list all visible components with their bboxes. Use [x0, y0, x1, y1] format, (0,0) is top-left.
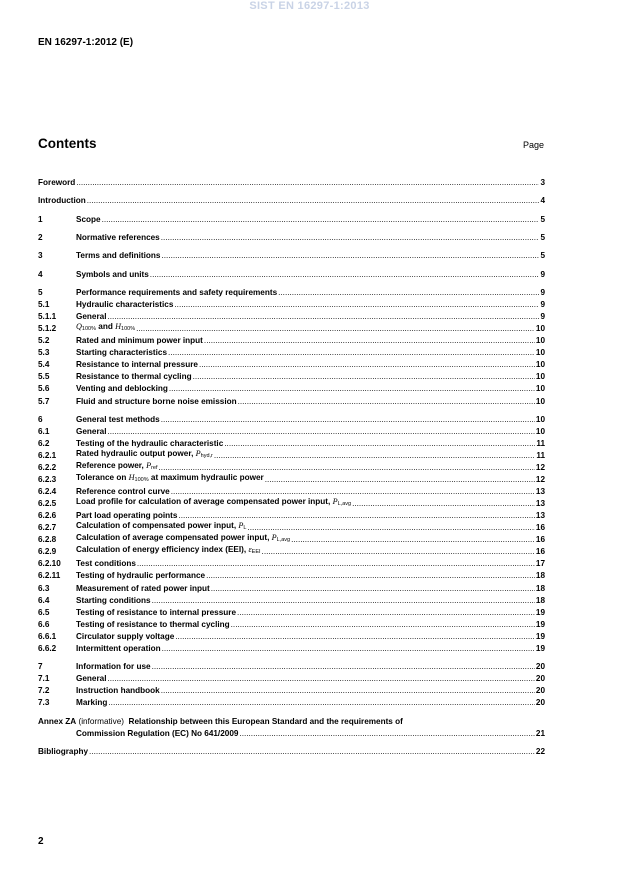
toc-entry-title	[76, 473, 264, 485]
toc-entry-title	[76, 449, 213, 461]
symbol-epsilon: ε	[248, 545, 252, 555]
toc-entry-number: 6.2	[38, 438, 50, 448]
toc-entry-number: 7.1	[38, 674, 50, 684]
toc-entry-number: 6.4	[38, 595, 50, 605]
toc-entry-number: 6.2.7	[38, 523, 57, 533]
toc-entry-number: 6.2.10	[38, 559, 61, 569]
toc-entry-page: 10	[535, 372, 545, 382]
dot-leader	[247, 523, 534, 533]
toc-entry-number: 5.7	[38, 396, 50, 406]
toc-entry-6-3[interactable]	[38, 581, 545, 593]
title-text: Calculation of compensated power input,	[76, 521, 239, 531]
dot-leader	[231, 620, 535, 630]
toc-entry-5-4[interactable]	[38, 358, 545, 370]
toc-entry-page: 10	[535, 414, 545, 424]
toc-entry-6-2-1[interactable]	[38, 449, 545, 461]
toc-entry-title: General test methods	[76, 414, 160, 424]
toc-entry-number: 6.2.3	[38, 475, 57, 485]
toc-entry-page: 16	[535, 547, 545, 557]
dot-leader	[169, 384, 535, 394]
dot-leader	[102, 215, 540, 225]
toc-entry-number: 6.2.11	[38, 571, 61, 581]
toc-entry-number: 5.4	[38, 360, 50, 370]
toc-entry-page: 18	[535, 583, 545, 593]
toc-entry-number: 1	[38, 214, 43, 224]
symbol-subscript: 100%	[134, 477, 149, 484]
dot-leader	[238, 397, 535, 407]
toc-entry-page: 19	[535, 619, 545, 629]
dot-leader	[136, 324, 535, 334]
toc-entry-page: 9	[540, 312, 545, 322]
toc-entry-title: Measurement of rated power input	[76, 583, 210, 593]
symbol-subscript: 100%	[121, 326, 136, 333]
toc-entry-annex-za[interactable]	[38, 715, 545, 739]
toc-entry-6-2-8[interactable]	[38, 533, 545, 545]
toc-entry-page: 10	[535, 426, 545, 436]
toc-entry-6-2-10[interactable]	[38, 557, 545, 569]
dot-leader	[161, 686, 535, 696]
toc-entry-number: 5.6	[38, 384, 50, 394]
toc-entry-title: Information for use	[76, 662, 151, 672]
toc-entry-page: 13	[535, 499, 545, 509]
dot-leader	[89, 747, 535, 757]
dot-leader	[224, 439, 535, 449]
toc-entry-page: 5	[540, 214, 545, 224]
toc-entry-title: Hydraulic characteristics	[76, 300, 174, 310]
dot-leader	[150, 270, 540, 280]
toc-entry-title: Resistance to internal pressure	[76, 360, 198, 370]
toc-entry-title: General	[76, 674, 107, 684]
toc-entry-title: Testing of the hydraulic characteristic	[76, 438, 224, 448]
toc-entry-number: 2	[38, 233, 43, 243]
dot-leader	[159, 463, 535, 473]
title-text: Load profile for calculation of average compensated power input,	[76, 497, 333, 507]
toc-entry-page: 11	[536, 438, 545, 448]
dot-leader	[108, 698, 534, 708]
toc-entry-title	[76, 533, 290, 545]
toc-entry-6-2-9[interactable]	[38, 545, 545, 557]
dot-leader	[193, 372, 535, 382]
toc-entry-page: 5	[540, 251, 545, 261]
toc-entry-number: 7	[38, 662, 43, 672]
annex-title-line-2	[38, 727, 545, 739]
dot-leader	[199, 360, 535, 370]
symbol-q: Q	[76, 322, 82, 332]
toc-entry-6[interactable]	[38, 413, 545, 425]
dot-leader	[239, 729, 534, 739]
toc-entry-page: 22	[535, 746, 545, 756]
toc-entry-title: Rated and minimum power input	[76, 336, 203, 346]
toc-entry-number: 6.2.9	[38, 547, 57, 557]
toc-entry-title: Scope	[76, 214, 101, 224]
toc-entry-terms-definitions[interactable]	[38, 249, 545, 261]
toc-entry-title: Bibliography	[38, 746, 89, 756]
toc-entry-page: 10	[535, 336, 545, 346]
toc-entry-title: Starting characteristics	[76, 348, 168, 358]
toc-entry-5-7[interactable]	[38, 394, 545, 406]
symbol-p: P	[195, 449, 201, 459]
toc-entry-title: Venting and deblocking	[76, 384, 168, 394]
dot-leader	[152, 662, 535, 672]
toc-entry-number: 6.2.1	[38, 451, 57, 461]
toc-entry-page: 10	[535, 360, 545, 370]
toc-entry-introduction[interactable]	[38, 194, 545, 206]
toc-entry-title: Testing of hydraulic performance	[76, 571, 206, 581]
toc-entry-5-1[interactable]	[38, 298, 545, 310]
dot-leader	[237, 608, 535, 618]
toc-entry-page: 18	[535, 571, 545, 581]
toc-entry-6-2-5[interactable]	[38, 497, 545, 509]
title-text: at maximum hydraulic power	[148, 473, 264, 483]
toc-entry-page: 9	[540, 300, 545, 310]
page-title: Contents	[38, 136, 97, 151]
toc-entry-7-1[interactable]	[38, 672, 545, 684]
title-text: and	[96, 322, 116, 332]
toc-entry-page: 13	[535, 487, 545, 497]
annex-type: (informative)	[76, 716, 129, 726]
toc-entry-number: 6.2.8	[38, 535, 57, 545]
toc-entry-title: Intermittent operation	[76, 643, 161, 653]
toc-entry-6-2-7[interactable]	[38, 521, 545, 533]
toc-entry-title: Reference control curve	[76, 487, 170, 497]
toc-entry-number: 5.3	[38, 348, 50, 358]
toc-entry-number: 5	[38, 288, 43, 298]
toc-entry-page: 11	[536, 451, 545, 461]
toc-entry-title	[76, 322, 135, 334]
toc-entry-5-2[interactable]	[38, 334, 545, 346]
toc-entry-page: 20	[535, 698, 545, 708]
toc-entry-number: 6.6.2	[38, 643, 57, 653]
toc-entry-page: 20	[535, 662, 545, 672]
toc-entry-page: 3	[540, 178, 545, 188]
annex-title-cont: Commission Regulation (EC) No 641/2009	[76, 728, 239, 738]
symbol-subscript: L,avg	[276, 537, 291, 544]
toc-entry-title: Part load operating points	[76, 511, 178, 521]
dot-leader	[161, 251, 539, 261]
dot-leader	[291, 535, 535, 545]
toc-entry-title: Introduction	[38, 196, 86, 206]
toc-entry-page: 10	[535, 324, 545, 334]
toc-entry-5-5[interactable]	[38, 370, 545, 382]
toc-entry-scope[interactable]	[38, 213, 545, 225]
symbol-subscript: EEI	[251, 549, 261, 556]
toc-entry-5-3[interactable]	[38, 346, 545, 358]
toc-entry-6-4[interactable]	[38, 594, 545, 606]
toc-entry-page: 4	[540, 196, 545, 206]
symbol-p: P	[271, 533, 277, 543]
dot-leader	[265, 475, 535, 485]
toc-entry-page: 12	[535, 475, 545, 485]
page-column-label: Page	[522, 140, 544, 150]
toc-entry-page: 19	[535, 631, 545, 641]
toc-entry-number: 6.6	[38, 619, 50, 629]
toc-entry-number: 5.2	[38, 336, 50, 346]
dot-leader	[87, 196, 540, 206]
toc-entry-6-6-2[interactable]	[38, 642, 545, 654]
toc-entry-number: 4	[38, 269, 43, 279]
dot-leader	[152, 596, 535, 606]
title-text: Tolerance on	[76, 473, 129, 483]
toc-entry-title: Starting conditions	[76, 595, 151, 605]
toc-entry-number: 6.6.1	[38, 631, 57, 641]
toc-entry-page: 20	[535, 674, 545, 684]
dot-leader	[214, 451, 535, 461]
toc-entry-page: 16	[535, 523, 545, 533]
symbol-subscript: L	[243, 525, 247, 532]
toc-entry-title: Performance requirements and safety requirements	[76, 288, 278, 298]
dot-leader	[162, 644, 535, 654]
toc-entry-foreword[interactable]	[38, 176, 545, 188]
toc-entry-5[interactable]	[38, 286, 545, 298]
toc-entry-6-5[interactable]	[38, 606, 545, 618]
dot-leader	[206, 571, 535, 581]
annex-title: Relationship between this European Standard and the requirements of	[128, 716, 403, 726]
toc-entry-title	[76, 461, 158, 473]
annex-label: Annex ZA	[38, 716, 77, 726]
toc-entry-5-1-2[interactable]	[38, 322, 545, 334]
document-id: EN 16297-1:2012 (E)	[38, 37, 134, 48]
toc-entry-number: 6.2.6	[38, 511, 57, 521]
toc-entry-number: 5.1	[38, 300, 50, 310]
toc-entry-page: 19	[535, 643, 545, 653]
toc-entry-bibliography[interactable]	[38, 745, 545, 757]
toc-entry-page: 5	[540, 233, 545, 243]
toc-entry-6-6-1[interactable]	[38, 630, 545, 642]
dot-leader	[168, 348, 535, 358]
dot-leader	[204, 336, 535, 346]
toc-entry-number: 5.1.1	[38, 312, 57, 322]
toc-entry-6-2-3[interactable]	[38, 473, 545, 485]
dot-leader	[161, 415, 535, 425]
title-text: Calculation of energy efficiency index (EEI),	[76, 545, 249, 555]
toc-entry-title	[76, 497, 351, 509]
toc-entry-number: 3	[38, 251, 43, 261]
toc-entry-6-2[interactable]	[38, 437, 545, 449]
toc-entry-5-6[interactable]	[38, 382, 545, 394]
symbol-subscript: ref	[151, 465, 158, 472]
toc-entry-title	[76, 545, 261, 557]
toc-entry-page: 10	[535, 348, 545, 358]
toc-entry-title: Foreword	[38, 178, 76, 188]
dot-leader	[175, 632, 535, 642]
toc-entry-6-2-2[interactable]	[38, 461, 545, 473]
dot-leader	[178, 511, 534, 521]
toc-entry-title: Terms and definitions	[76, 251, 161, 261]
toc-entry-page: 10	[535, 396, 545, 406]
title-text: Rated hydraulic output power,	[76, 449, 196, 459]
toc-entry-page: 21	[535, 728, 545, 738]
dot-leader	[137, 559, 535, 569]
toc-entry-6-2-11[interactable]	[38, 569, 545, 581]
toc-entry-page: 10	[535, 384, 545, 394]
table-of-contents	[38, 176, 545, 757]
toc-entry-number: 5.5	[38, 372, 50, 382]
toc-entry-6-2-6[interactable]	[38, 509, 545, 521]
toc-entry-title: General	[76, 426, 107, 436]
toc-entry-title: General	[76, 312, 107, 322]
watermark: SIST EN 16297-1:2013	[249, 0, 370, 12]
toc-entry-page: 13	[535, 511, 545, 521]
toc-entry-number: 6.3	[38, 583, 50, 593]
dot-leader	[174, 300, 539, 310]
toc-entry-number: 6.2.4	[38, 487, 57, 497]
toc-entry-6-1[interactable]	[38, 425, 545, 437]
toc-entry-title: Testing of resistance to thermal cycling	[76, 619, 230, 629]
toc-entry-number: 5.1.2	[38, 324, 57, 334]
annex-title-line-1	[38, 715, 545, 727]
dot-leader	[161, 233, 540, 243]
toc-entry-symbols-units[interactable]	[38, 268, 545, 280]
toc-entry-page: 16	[535, 535, 545, 545]
toc-entry-title: Marking	[76, 698, 108, 708]
dot-leader	[108, 427, 535, 437]
title-text: Calculation of average compensated power input,	[76, 533, 272, 543]
dot-leader	[352, 499, 535, 509]
symbol-subscript: hyd,r	[200, 453, 213, 460]
toc-entry-title: Circulator supply voltage	[76, 631, 175, 641]
toc-entry-title: Testing of resistance to internal pressure	[76, 607, 237, 617]
symbol-subscript: 100%	[81, 326, 96, 333]
toc-entry-number: 6.1	[38, 426, 50, 436]
toc-entry-6-6[interactable]	[38, 618, 545, 630]
toc-entry-page: 9	[540, 288, 545, 298]
symbol-p: P	[332, 497, 338, 507]
toc-entry-number: 6	[38, 414, 43, 424]
toc-entry-normative-references[interactable]	[38, 231, 545, 243]
toc-entry-7[interactable]	[38, 660, 545, 672]
symbol-p: P	[146, 461, 152, 471]
toc-entry-number: 7.2	[38, 686, 50, 696]
dot-leader	[211, 584, 535, 594]
toc-entry-page: 12	[535, 463, 545, 473]
title-text: Reference power,	[76, 461, 147, 471]
toc-entry-number: 6.2.2	[38, 463, 57, 473]
toc-entry-page: 18	[535, 595, 545, 605]
toc-entry-page: 19	[535, 607, 545, 617]
symbol-p: P	[238, 521, 244, 531]
toc-entry-title: Fluid and structure borne noise emission	[76, 396, 237, 406]
toc-entry-6-2-4[interactable]	[38, 485, 545, 497]
toc-entry-5-1-1[interactable]	[38, 310, 545, 322]
toc-entry-page: 17	[535, 559, 545, 569]
dot-leader	[262, 547, 535, 557]
toc-entry-page: 20	[535, 686, 545, 696]
dot-leader	[108, 674, 535, 684]
toc-entry-number: 7.3	[38, 698, 50, 708]
toc-entry-7-2[interactable]	[38, 684, 545, 696]
toc-entry-7-3[interactable]	[38, 696, 545, 708]
toc-entry-number: 6.5	[38, 607, 50, 617]
dot-leader	[108, 312, 540, 322]
page-number: 2	[38, 836, 44, 847]
toc-entry-title: Instruction handbook	[76, 686, 160, 696]
toc-entry-page: 9	[540, 269, 545, 279]
dot-leader	[76, 178, 539, 188]
dot-leader	[171, 487, 535, 497]
symbol-subscript: L,avg	[337, 501, 352, 508]
toc-entry-number: 6.2.5	[38, 499, 57, 509]
symbol-h: H	[115, 322, 122, 332]
toc-entry-title: Resistance to thermal cycling	[76, 372, 192, 382]
toc-entry-title: Normative references	[76, 233, 160, 243]
toc-entry-title: Test conditions	[76, 559, 136, 569]
dot-leader	[278, 288, 539, 298]
symbol-h: H	[128, 473, 135, 483]
toc-entry-title: Symbols and units	[76, 269, 149, 279]
toc-entry-title	[76, 521, 246, 533]
